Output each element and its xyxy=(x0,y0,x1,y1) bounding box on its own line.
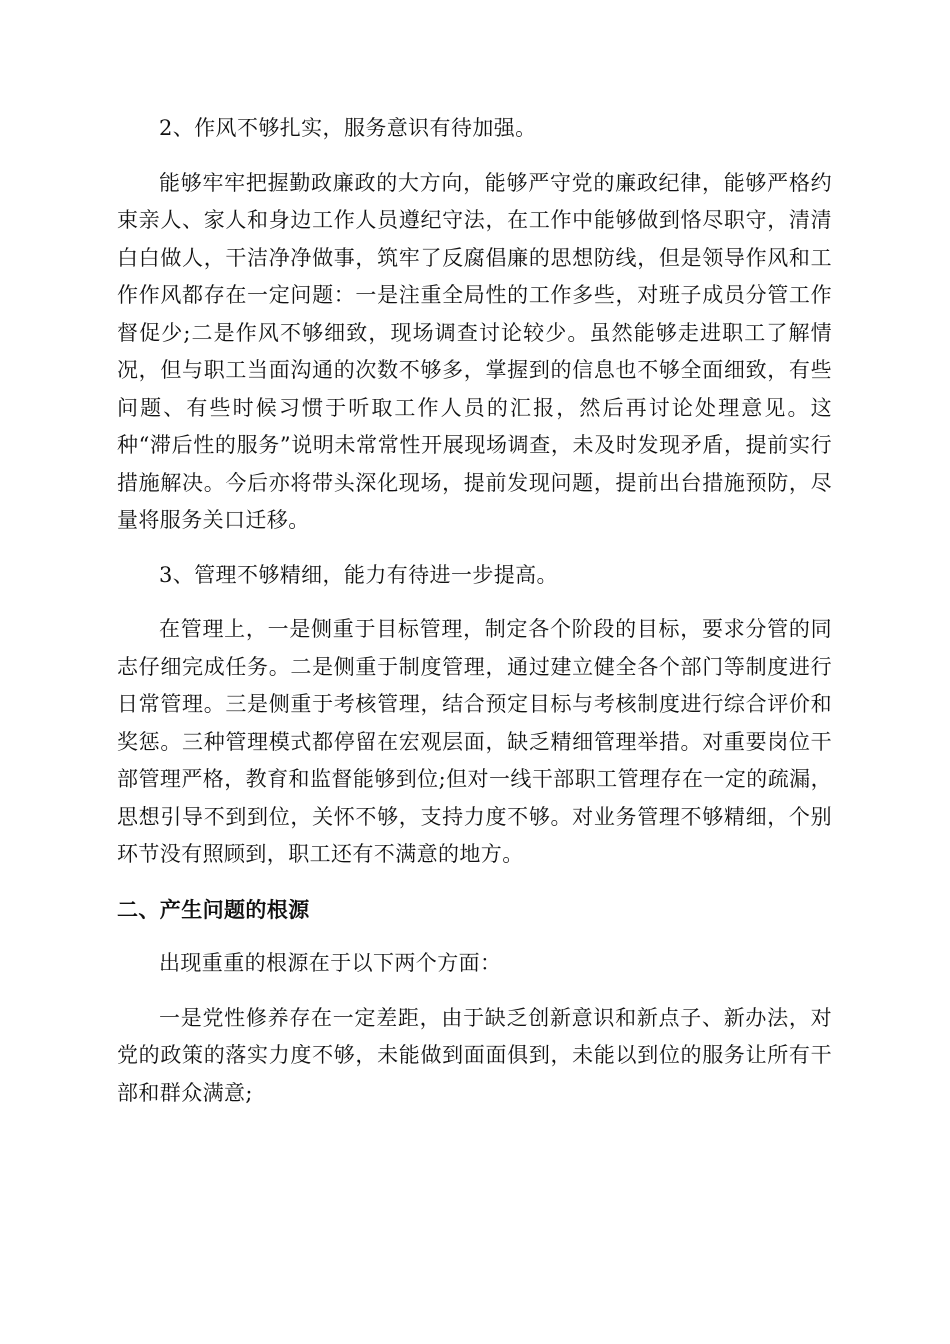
section-2-intro: 出现重重的根源在于以下两个方面： xyxy=(159,951,502,975)
section-2-point-1: 一是党性修养存在一定差距，由于缺乏创新意识和新点子、新办法，对党的政策的落实力度不够，未能做到面面俱到，未能以到位的服务让所有干部和群众满意; xyxy=(117,1005,832,1105)
document-body xyxy=(117,110,832,1129)
item-2-paragraph: 能够牢牢把握勤政廉政的大方向，能够严守党的廉政纪律，能够严格约束亲人、家人和身边工作人员遵纪守法，在工作中能够做到恪尽职守，清清白白做人，干洁净净做事，筑牢了反腐倡廉的思想防线，但是领导作风和工作作风都存在一定问题：一是注重全局性的工作多些，对班子成员分管工作督促少;二是作风不够细致，现场调查讨论较少。虽然能够走进职工了解情况，但与职工当面沟通的次数不够多，掌握到的信息也不够全面细致，有些问题、有些时候习惯于听取工作人员的汇报，然后再讨论处理意见。这种“滞后性的服务”说明未常常性开展现场调查，未及时发现矛盾，提前实行措施解决。今后亦将带头深化现场，提前发现问题，提前出台措施预防，尽量将服务关口迁移。 xyxy=(117,170,832,532)
item-2-heading: 2、作风不够扎实，服务意识有待加强。 xyxy=(159,116,537,140)
section-2-heading: 二、产生问题的根源 xyxy=(117,896,310,922)
item-3-paragraph: 在管理上，一是侧重于目标管理，制定各个阶段的目标，要求分管的同志仔细完成任务。二是侧重于制度管理，通过建立健全各个部门等制度进行日常管理。三是侧重于考核管理，结合预定目标与考核制度进行综合评价和奖惩。三种管理模式都停留在宏观层面，缺乏精细管理举措。对重要岗位干部管理严格，教育和监督能够到位;但对一线干部职工管理存在一定的疏漏，思想引导不到到位，关怀不够，支持力度不够。对业务管理不够精细，个别环节没有照顾到，职工还有不满意的地方。 xyxy=(117,617,832,866)
item-3-heading: 3、管理不够精细，能力有待进一步提高。 xyxy=(159,562,558,587)
